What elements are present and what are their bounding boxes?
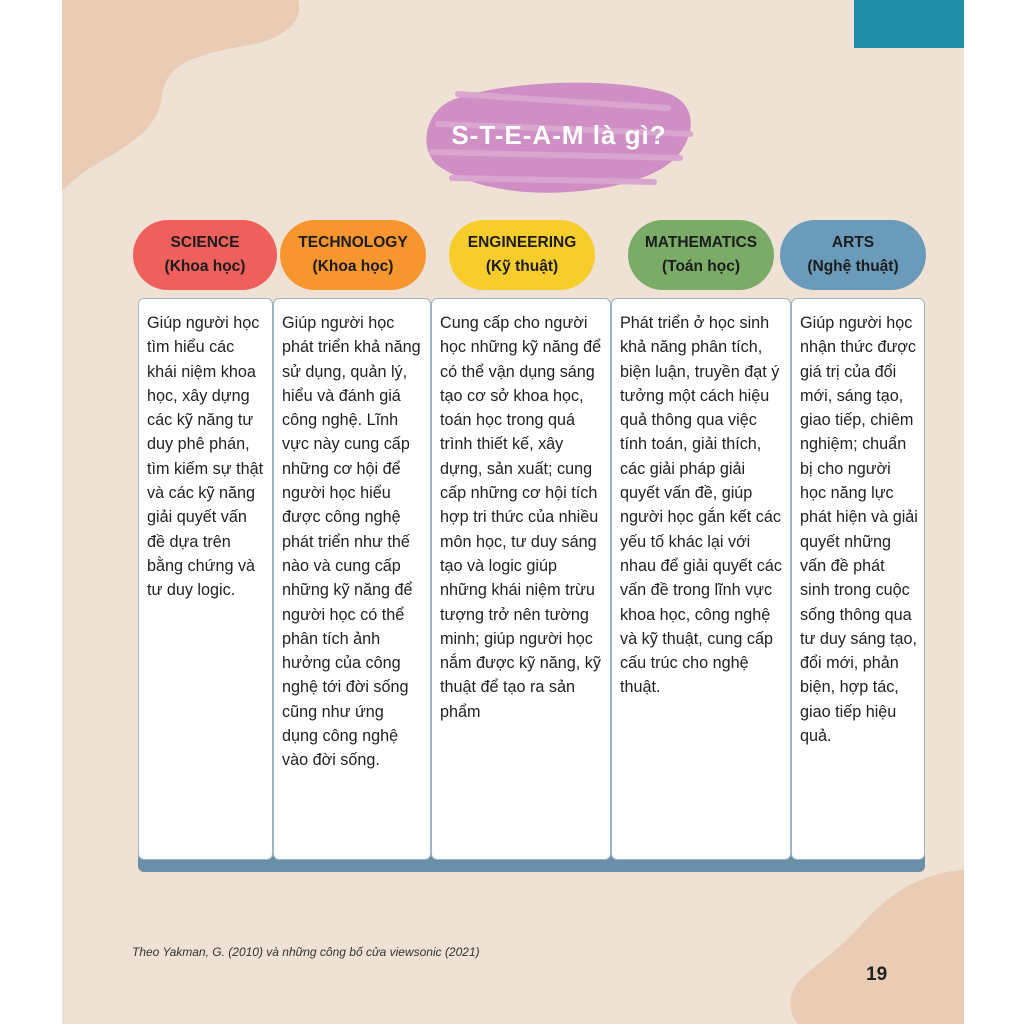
mathematics-description: Phát triển ở học sinh khả năng phân tích, biện luận, truyền đạt ý tưởng một cách hiệu quả thông qua việc tính toán, giải thích, các giải pháp giải quyết vấn đề, giúp người học gắn kết các yếu tố khác lại với nhau để giải quyết các vấn đề trong lĩnh vực khoa học, công nghệ và kỹ thuật, cung cấp cấu trúc cho nghệ thuật. (620, 314, 782, 697)
science-subtitle: (Khoa học) (164, 258, 246, 275)
engineering-description: Cung cấp cho người học những kỹ năng để có thể vận dụng sáng tạo cơ sở khoa học, toán học trong quá trình thiết kế, xây dựng, sản xuất; cung cấp những cơ hội tích hợp tri thức của nhiều môn học, tư duy sáng tạo và logic giúp những khái niệm trừu tượng trở nên tường minh; giúp người học nắm được kỹ năng, kỹ thuật để tạo ra sản phẩm (440, 314, 602, 721)
corner-tab-decoration (854, 0, 964, 48)
mathematics-subtitle: (Toán học) (661, 258, 741, 275)
technology-label: TECHNOLOGY (298, 234, 408, 251)
engineering-card (431, 298, 611, 860)
document-page (62, 0, 964, 1024)
engineering-pill (449, 220, 595, 290)
page-title: S-T-E-A-M là gì? (451, 119, 667, 150)
engineering-label: ENGINEERING (467, 234, 577, 251)
arts-description: Giúp người học nhận thức được giá trị của đổi mới, sáng tạo, giao tiếp, chiêm nghiệm; chuẩn bị cho người học năng lực phát hiện và giải quyết những vấn đề phát sinh trong cuộc sống thông qua tư duy sáng tạo, đổi mới, phản biện, hợp tác, giao tiếp hiệu quả. (800, 314, 918, 746)
science-description: Giúp người học tìm hiểu các khái niệm khoa học, xây dựng các kỹ năng tư duy phê phán, tìm kiếm sự thật và các kỹ năng giải quyết vấn đề dựa trên bằng chứng và tư duy logic. (147, 314, 264, 600)
mathematics-label: MATHEMATICS (644, 234, 758, 251)
arts-label: ARTS (831, 234, 875, 251)
technology-pill (280, 220, 426, 290)
arts-subtitle: (Nghệ thuật) (807, 258, 899, 275)
mathematics-card (611, 298, 791, 860)
source-footnote: Theo Yakman, G. (2010) và những công bố cửa viewsonic (2021) (132, 945, 480, 959)
page-number: 19 (866, 964, 888, 985)
technology-card (273, 298, 431, 860)
technology-subtitle: (Khoa học) (312, 258, 394, 275)
bottom-right-blob-decoration (782, 870, 964, 1024)
science-card (138, 298, 273, 860)
science-pill (133, 220, 277, 290)
mathematics-pill (628, 220, 774, 290)
technology-description: Giúp người học phát triển khả năng sử dụng, quản lý, hiểu và đánh giá công nghệ. Lĩnh vực này cung cấp những cơ hội để người học hiểu được công nghệ phát triển như thế nào và cung cấp những kỹ năng để người học có thể phân tích ảnh hưởng của công nghệ tới đời sống cũng như ứng dụng công nghệ vào đời sống. (282, 314, 421, 770)
science-label: SCIENCE (170, 234, 240, 251)
top-left-blob-decoration (62, 0, 322, 200)
arts-pill (780, 220, 926, 290)
title-badge (418, 72, 700, 198)
arts-card (791, 298, 925, 860)
engineering-subtitle: (Kỹ thuật) (485, 258, 559, 275)
